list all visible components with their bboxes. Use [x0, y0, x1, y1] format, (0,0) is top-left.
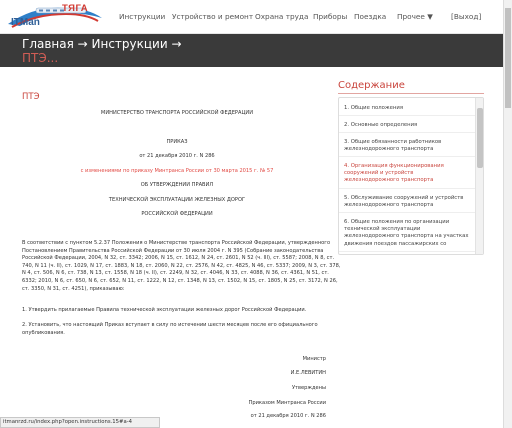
- nav-trip[interactable]: Поездка: [354, 12, 387, 21]
- body-paragraph-3: 2. Установить, что настоящий Приказ вступает в силу по истечении шести месяцев после его официального опубликования.: [22, 322, 318, 336]
- toc-scrollbar-thumb[interactable]: [477, 108, 483, 168]
- approved-by: Приказом Минтранса России: [248, 400, 326, 406]
- logo-brand-short: ITMan: [11, 17, 40, 28]
- body-paragraph-2: 1. Утвердить прилагаемые Правила технической эксплуатации железных дорог Российской Федерации.: [22, 307, 307, 313]
- page-scrollbar[interactable]: [503, 0, 512, 428]
- nav-labor-safety[interactable]: Охрана труда: [255, 12, 309, 21]
- nav-logout[interactable]: [Выход]: [451, 12, 482, 21]
- toc-scrollbar[interactable]: [475, 98, 484, 254]
- approved-label: Утверждены: [291, 385, 326, 391]
- toc-item-4[interactable]: 4. Организация функционирования сооружений и устройств железнодорожного транспорта: [339, 160, 475, 189]
- nav-other-dropdown[interactable]: Прочее ▼: [397, 12, 433, 21]
- nav-devices[interactable]: Приборы: [313, 12, 348, 21]
- logo-brand-word: ТЯГА: [62, 3, 89, 14]
- ministry-line: МИНИСТЕРСТВО ТРАНСПОРТА РОССИЙСКОЙ ФЕДЕРАЦИИ: [100, 110, 254, 116]
- approval-line-2: ТЕХНИЧЕСКОЙ ЭКСПЛУАТАЦИИ ЖЕЛЕЗНЫХ ДОРОГ: [108, 197, 246, 203]
- signature-name: И.Е.ЛЕВИТИН: [290, 370, 326, 376]
- approved-date: от 21 декабря 2010 г. N 286: [250, 413, 326, 419]
- toc-divider: [338, 93, 484, 94]
- nav-instructions[interactable]: Инструкции: [119, 12, 166, 21]
- toc-panel: [338, 97, 484, 255]
- order-date: от 21 декабря 2010 г. N 286: [139, 153, 215, 159]
- status-url: itmanrzd.ru/index.php?open.instructions.15#a-4: [0, 417, 160, 428]
- toc-item-1[interactable]: 1. Общие положения: [339, 102, 475, 116]
- nav-device-repair[interactable]: Устройство и ремонт: [172, 12, 254, 21]
- body-paragraph-1: В соответствии с пунктом 5.2.37 Положения о Министерстве транспорта Российской Федерации, утвержденного Постановлением Правительства Российской Федерации от 30 июля 2004 г. N 395 (Собрание законодательства Российской Федерации, 2004, N 32, ст. 3342; 2006, N 15, ст. 1612, N 24, ст. 2601, N 52 (ч. III), ст. 5587; 2008, N 8, ст. 740, N 11 (ч. II), ст. 1029, N 17, ст. 1883, N 18, ст. 2060, N 22, ст. 2576, N 42, ст. 4825, N 46, ст. 5337; 2009, N 3, ст. 378, N 4, ст. 506, N 6, ст. 738, N 13, ст. 1558, N 18 (ч. II), ст. 2249, N 32, ст. 4046, N 33, ст. 4088, N 36, ст. 4361, N 51, ст. 6332; 2010, N 6, ст. 650, N 6, ст. 652, N 11, ст. 1222, N 12, ст. 1348, N 13, ст. 1502, N 15, ст. 1805, N 25, ст. 3172, N 26, ст. 3350, N 31, ст. 4251), приказываю:: [22, 240, 341, 292]
- toc-item-2[interactable]: 2. Основные определения: [339, 119, 475, 133]
- document-heading: ПТЭ: [22, 92, 40, 102]
- order-title: ПРИКАЗ: [166, 139, 188, 145]
- approval-line-3: РОССИЙСКОЙ ФЕДЕРАЦИИ: [141, 211, 213, 217]
- toc-item-3[interactable]: 3. Общие обязанности работников железнодорожного транспорта: [339, 136, 475, 157]
- toc-item-5[interactable]: 5. Обслуживание сооружений и устройств железнодорожного транспорта: [339, 192, 475, 213]
- document-content: [0, 67, 341, 419]
- breadcrumb[interactable]: Главная → Инструкции →: [22, 37, 182, 51]
- approval-line-1: ОБ УТВЕРЖДЕНИИ ПРАВИЛ: [140, 182, 214, 188]
- toc-title: Содержание: [338, 80, 405, 91]
- page-scrollbar-thumb[interactable]: [505, 8, 511, 108]
- page-title: ПТЭ...: [22, 51, 59, 65]
- toc-item-6[interactable]: 6. Общие положения по организации технической эксплуатации железнодорожного транспорта на участках движения поездов пассажирских со: [339, 216, 475, 252]
- top-navigation: [0, 0, 512, 34]
- signature-role: Министр: [302, 356, 326, 362]
- amendment-link[interactable]: с изменениями по приказу Минтранса России от 30 марта 2015 г. № 57: [80, 168, 274, 174]
